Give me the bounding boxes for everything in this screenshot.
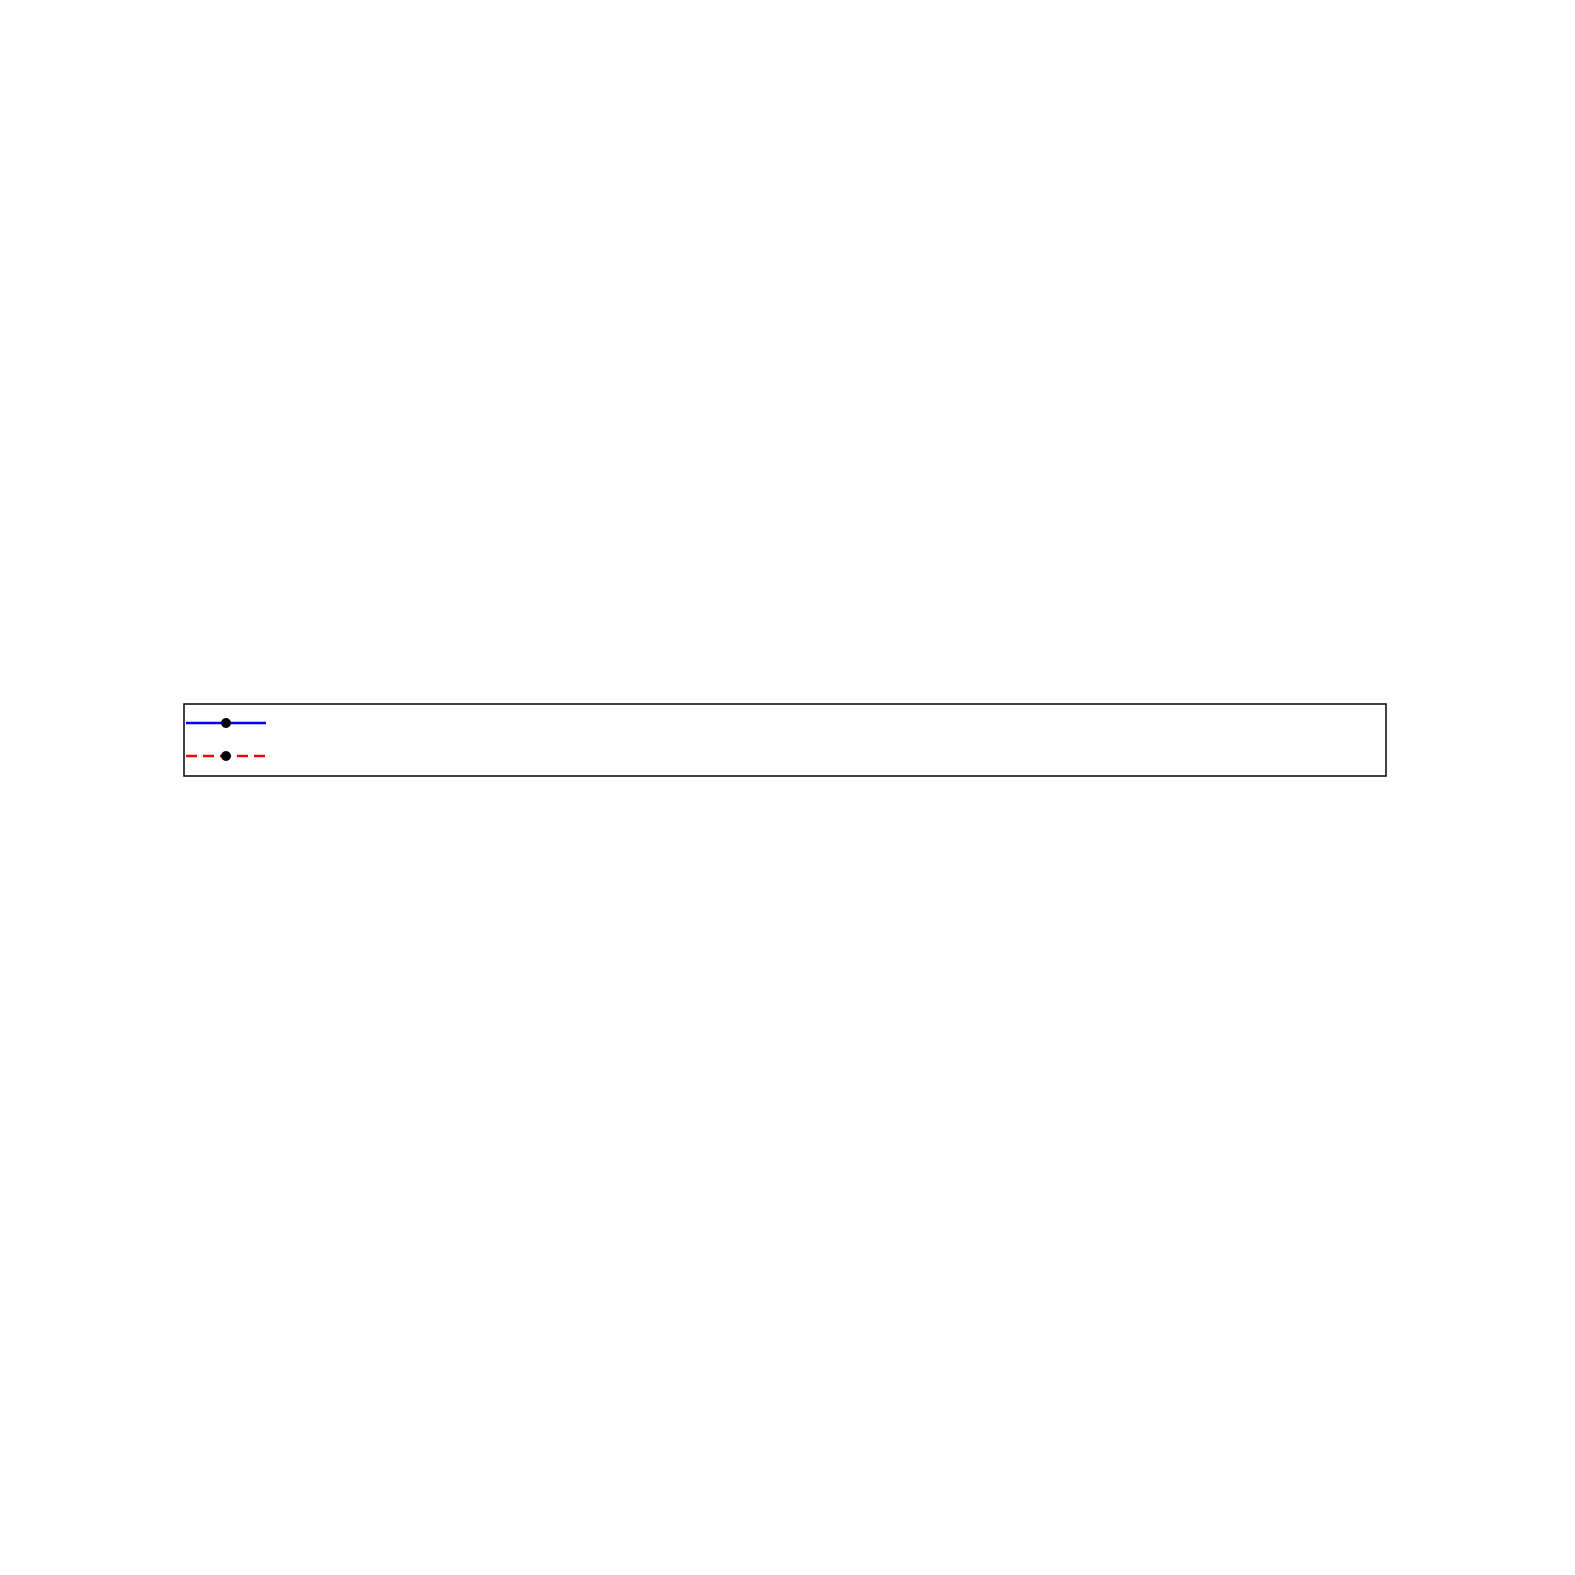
- legend-marker-solid: [221, 718, 231, 728]
- legend: [184, 704, 1386, 776]
- legend-marker-dashed: [221, 751, 231, 761]
- legend-box: [184, 704, 1386, 776]
